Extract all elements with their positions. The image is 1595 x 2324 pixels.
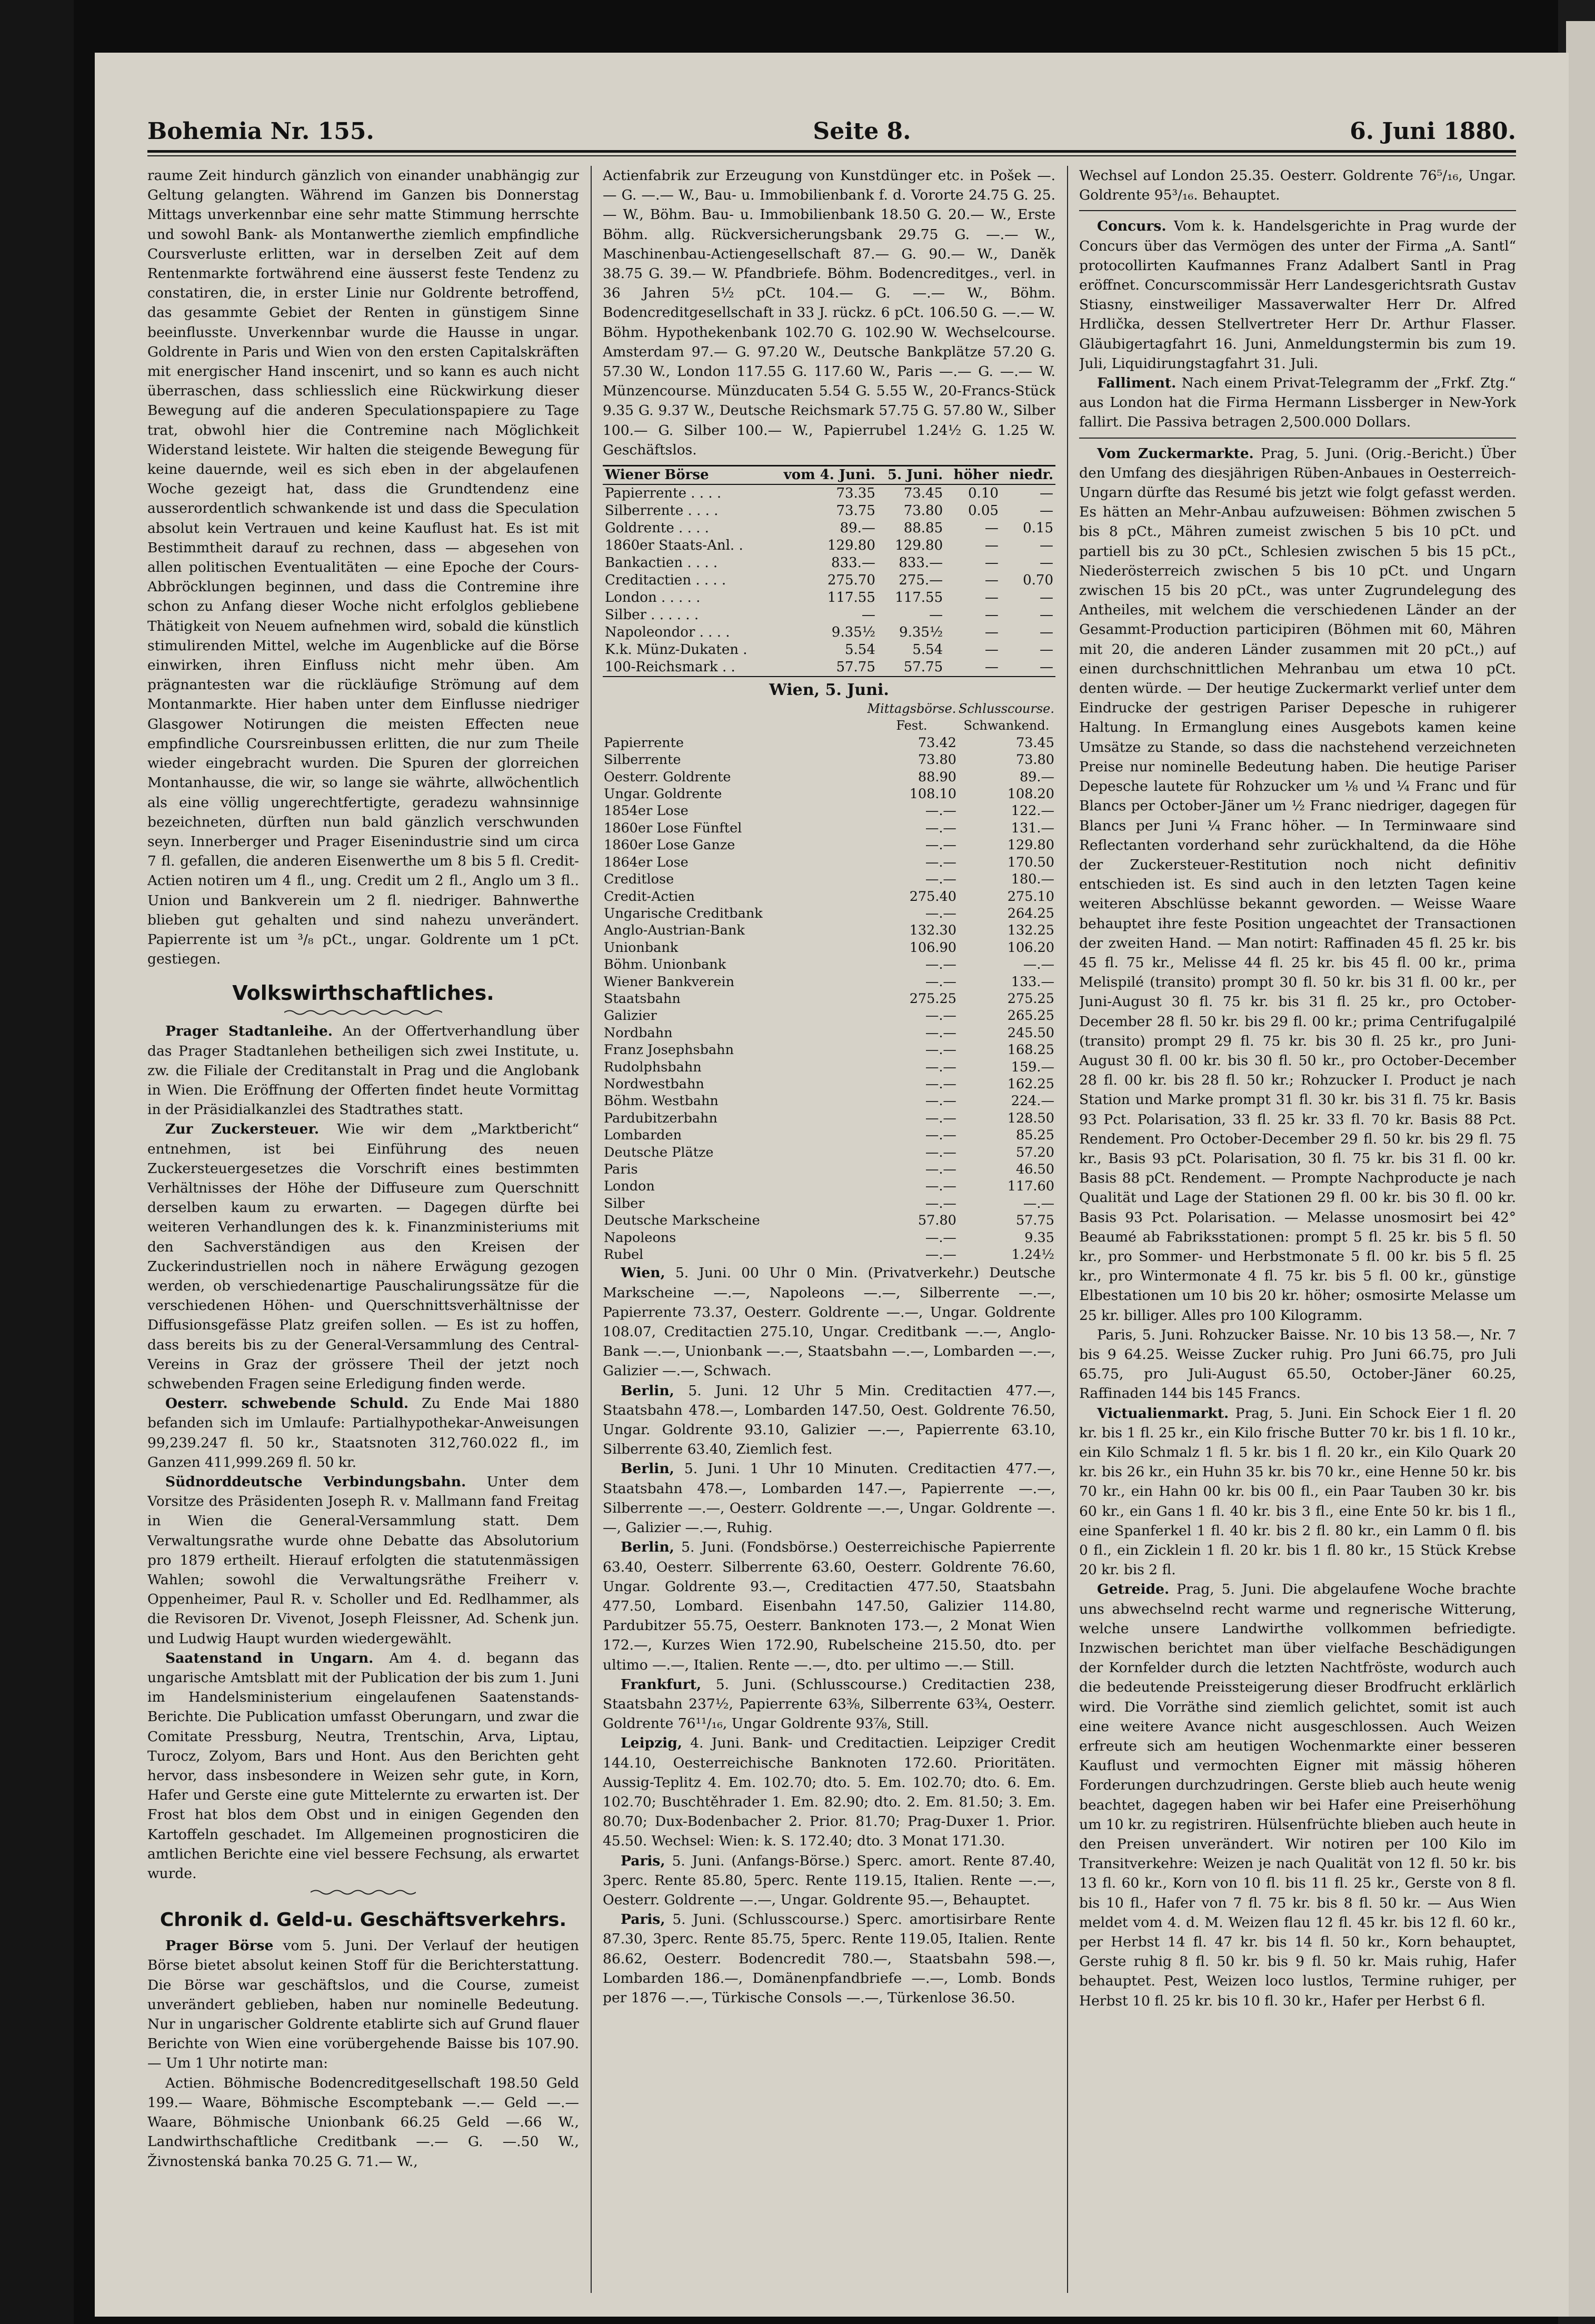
article-paris-zucker: Paris, 5. Juni. Rohzucker Baisse. Nr. 10 bis 13 58.—, Nr. 7 bis 9 64.25. Weisse Zucker ruhig. Pro Juni 66.75, pro Juli 65.75, pro Juli-August 65.50, October-Jäner 60.25, Raffinaden 144 bis 145 Francs.	[1079, 1326, 1516, 1402]
course-value: —.—	[925, 957, 956, 973]
table-row	[603, 854, 1055, 871]
report-body: 5. Juni. (Schlusscourse.) Creditactien 238, Staatsbahn 237½, Papierrente 63⅜, Silberrente 63¾, Oesterr. Goldrente 76¹¹/₁₆, Ungar Goldrente 93⅞, Still.	[603, 1676, 1055, 1732]
table-cell: 73.35	[836, 485, 875, 502]
wechsel-continuation: Wechsel auf London 25.35. Oesterr. Goldrente 76⁵/₁₆, Ungar. Goldrente 95³/₁₆. Behauptet.	[1079, 167, 1516, 204]
report-head: Berlin,	[621, 1461, 674, 1477]
table-row	[603, 1229, 1055, 1246]
course-value: —.—	[925, 1161, 956, 1178]
wiener-boerse-table	[603, 465, 1055, 677]
security-name: 1860er Lose Ganze	[604, 837, 735, 853]
article-zuckermarkt	[1079, 444, 1516, 1325]
article-victualienmarkt	[1079, 1404, 1516, 1580]
course-value: 265.25	[1007, 1008, 1054, 1024]
course-value: —.—	[925, 1008, 956, 1024]
article-verbindungsbahn	[147, 1472, 579, 1648]
masthead-rule-thin	[147, 155, 1516, 156]
divider	[1079, 210, 1516, 211]
table-cell: —	[1040, 624, 1053, 641]
table-cell: 833.—	[899, 555, 943, 571]
newspaper-page	[95, 53, 1569, 2317]
report-head: Paris,	[621, 1911, 665, 1928]
course-value: 275.25	[909, 990, 956, 1007]
table-row	[603, 1195, 1055, 1212]
table-row	[603, 1212, 1055, 1229]
masthead-page-number: Seite 8.	[813, 118, 911, 145]
article-getreide	[1079, 1580, 1516, 2010]
article-head: Getreide.	[1097, 1581, 1170, 1598]
course-value: 46.50	[1015, 1161, 1054, 1178]
table-row	[603, 1093, 1055, 1109]
course-value: 57.80	[918, 1213, 956, 1229]
table-cell: 57.75	[878, 659, 945, 677]
table-cell: —	[1001, 659, 1055, 677]
market-report-continuation: raume Zeit hindurch gänzlich von einander unabhängig zur Geltung gelangten. Während im Ganzen bis Donnerstag Mittags unverkennbar eine sehr matte Stimmung herrschte und sowohl Bank- als Montanwerthe ziemlich empfindliche Coursverluste erlitten, war in derselben Zeit auf dem Rentenmarkte fortwährend eine äusserst feste Tendenz zu constatiren, die, in erster Linie nur Goldrente betroffend, das gesammte Gebiet der Renten in günstigem Sinne beeinflusste. Unverkennbar wurde die Hausse in ungar. Goldrente in Paris und Wien von den ersten Capitalskräften mit energischer Hand inscenirt, und so kann es auch nicht überraschen, dass schliesslich eine Rückwirkung dieser Bewegung auf die anderen Speculationspapiere zu Tage trat, obwohl hier die Contremine nach Möglichkeit Widerstand leistete. Wir halten die steigende Bewegung für keine dauernde, weil es sich eben in der abgelaufenen Woche gezeigt hat, dass die Grundtendenz eine ausserordentlich schwankende ist und dass die Speculation absolut kein Vertrauen und keine Kauflust hat. Es ist mit Bestimmtheit darauf zu rechnen, dass — abgesehen von allen politischen Eventualitäten — eine Epoche der Cours-Abbröcklungen beginnen, und dass die Contremine ihre schon zu Anfang dieser Woche nicht erfolglos gebliebene Thätigkeit von Neuem aufnehmen wird, sobald die künstlich stimulirenden Mittel, welche im Augenblicke auf die Börse einwirken, ihren Einfluss nicht mehr üben. Am prägnantesten war die rückläufige Strömung auf dem Montanmarkte. Hier haben unter dem Einflusse niedriger Glasgower Notirungen die meisten Effecten neue empfindliche Coursreinbussen erlitten, die nur zum Theile wieder eingebracht wurden. Die Spuren der glorreichen Montanhausse, die wir, so lange sie währte, allwöchentlich als eine völlig ungerechtfertigte, geradezu wahnsinnige bezeichneten, dürften nun bald gänzlich verschwunden seyn. Innerberger und Prager Eisenindustrie sind um circa 7 fl. gefallen, die anderen Eisenwerthe um 8 bis 5 fl. Credit-Actien notiren um 4 fl., ung. Credit um 2 fl., Anglo um 3 fl.. Union und Bankverein um 2 fl. niedriger. Bahnwerthe blieben gut gehalten und sind nahezu unverändert. Papierrente ist um ³/₈ pCt., ungar. Goldrente um 1 pCt. gestiegen.	[147, 167, 579, 968]
table-row	[603, 786, 1055, 802]
report-head: Leipzig,	[621, 1735, 682, 1752]
course-value: —.—	[925, 1042, 956, 1058]
table-cell: —	[984, 538, 999, 554]
report-body: 5. Juni. 00 Uhr 0 Min. (Privatverkehr.) Deutsche Markscheine —.—, Napoleons —.—, Silberrente —.—, Papierrente 73.37, Oesterr. Goldrente —.—, Ungar. Goldrente 108.07, Creditactien 275.10, Ungar. Creditbank —.—, Anglo-Bank —.—, Unionbank —.—, Staatsbahn —.—, Lombarden —.—, Galizier —.—, Schwach.	[603, 1265, 1055, 1379]
course-value: 73.42	[918, 734, 956, 751]
course-value: 180.—	[1011, 871, 1054, 888]
table-cell: 5.54	[845, 642, 875, 658]
security-name: Franz Josephsbahn	[604, 1042, 734, 1058]
report-paragraph	[603, 1537, 1055, 1674]
course-value: 168.25	[1007, 1042, 1054, 1058]
table-cell: —	[1040, 555, 1053, 571]
table-cell: 73.45	[903, 485, 943, 502]
table-row	[603, 1007, 1055, 1024]
security-name: Anglo-Austrian-Bank	[604, 922, 745, 939]
course-value: —.—	[925, 1110, 956, 1126]
table-row	[603, 484, 1055, 502]
table-cell: 117.55	[827, 590, 875, 606]
table-subheader-row	[603, 700, 1055, 717]
article-saatenstand	[147, 1648, 579, 1883]
course-value: —.—	[925, 1195, 956, 1211]
masthead	[147, 97, 1516, 145]
table-row	[603, 837, 1055, 853]
security-name: Silberrente	[604, 752, 681, 768]
course-value: —.—	[925, 803, 956, 819]
course-value: 1.24½	[1011, 1247, 1054, 1263]
course-value: 73.80	[1015, 752, 1054, 768]
table-cell: 89.—	[840, 520, 875, 537]
security-name: Böhm. Unionbank	[604, 957, 726, 973]
table-row	[603, 922, 1055, 939]
table-cell: —	[929, 607, 943, 623]
table-subheader-cell: Schwankend.	[963, 718, 1050, 733]
article-head: Prager Stadtanleihe.	[165, 1023, 333, 1040]
table-cell: —	[984, 572, 999, 589]
course-value: 57.20	[1015, 1144, 1054, 1160]
article-body: Zu Ende Mai 1880 befanden sich im Umlaufe: Partialhypothekar-Anweisungen 99,239.247 fl. 50 kr., Staatsnoten 312,760.022 fl., im Ganzen 411,999.269 fl. 50 kr.	[147, 1395, 579, 1471]
report-paragraph	[603, 1851, 1055, 1910]
course-value: —.—	[925, 905, 956, 921]
column-rule-1	[591, 166, 592, 2293]
column-rule-2	[1067, 166, 1068, 2293]
course-value: 128.50	[1007, 1110, 1054, 1126]
table-cell: Napoleondor . . . .	[605, 624, 730, 641]
wavy-rule-icon	[284, 1009, 442, 1016]
course-value: —.—	[1023, 957, 1054, 973]
report-body: 5. Juni. 12 Uhr 5 Min. Creditactien 477.—, Staatsbahn 478.—, Lombarden 147.50, Oest. Goldrente 76.50, Ungar. Goldrente 93.10, Galizier —.—, Papierrente 63.10, Silberrente 63.40, Ziemlich fest.	[603, 1382, 1055, 1458]
course-value: —.—	[925, 837, 956, 853]
table-cell: —	[984, 590, 999, 606]
course-value: —.—	[925, 871, 956, 888]
boerse-notierungen: Actien. Böhmische Bodencreditgesellschaft 198.50 Geld 199.— Waare, Böhmische Escomptebank —.— Geld —.— Waare, Böhmische Unionbank 66.25 Geld —.66 W., Landwirthschaftliche Creditbank —.— G. —.50 W., Živnostenská banka 70.25 G. 71.— W.,	[147, 2074, 579, 2170]
column-2	[603, 166, 1055, 2298]
article-zuckersteuer	[147, 1119, 579, 1394]
course-value: 117.60	[1007, 1178, 1054, 1195]
article-body: Am 4. d. begann das ungarische Amtsblatt mit der Publication der bis zum 1. Juni im Handelsministerium eingelaufenen Saatenstands-Berichte. Die Publication umfasst Oberungarn, und zwar die Comitate Pressburg, Neutra, Trentschin, Arva, Liptau, Turocz, Zolyom, Bars und Hont. Aus den Berichten geht hervor, dass insbesondere in Weizen sehr gute, in Korn, Hafer und Gerste eine gute Mittelernte zu erwarten ist. Der Frost hat blos dem Obst und in einigen Gegenden den Kartoffeln geschadet. Im Allgemeinen prognosticiren die amtlichen Berichte eine viel bessere Fechsung, als erwartet wurde.	[147, 1650, 579, 1882]
table-row	[603, 1246, 1055, 1263]
table-cell: 0.70	[1023, 572, 1053, 589]
security-name: Nordbahn	[604, 1025, 673, 1041]
course-value: 275.10	[1007, 888, 1054, 905]
security-name: Rudolphsbahn	[604, 1059, 702, 1075]
course-value: —.—	[925, 1178, 956, 1195]
report-head: Frankfurt,	[621, 1676, 702, 1693]
course-value: 133.—	[1011, 974, 1054, 990]
article-concurs	[1079, 216, 1516, 373]
report-head: Berlin,	[621, 1539, 674, 1556]
report-paragraph	[603, 1675, 1055, 1734]
table-row	[603, 1178, 1055, 1195]
article-head: Saatenstand in Ungarn.	[165, 1650, 374, 1666]
course-value: 89.—	[1019, 769, 1054, 785]
article-body: Wie wir dem „Marktbericht“ entnehmen, ist bei Einführung des neuen Zuckersteuergesetzes die Vorschrift eines bestimmten Verhältnisses der Höhe der Diffuseure zum Querschnitt derselben kaum zu erwarten. — Dagegen dürfte bei weiteren Verhandlungen des k. k. Finanzministeriums mit den Sachverständigen aus den Kreisen der Zuckerindustriellen noch in nähere Erwägung gezogen werden, ob verschiedenartige Pauschalirungssätze für die verschiedenen Höhen- und Querschnittsverhältnisse der Diffusionsgefässe Platz greifen sollen. — Es ist zu hoffen, dass bereits bis zu der General-Versammlung des Central-Vereins in Graz der grössere Theil der jetzt noch schwebenden Fragen seine Erledigung finden werde.	[147, 1121, 579, 1392]
article-head: Südnorddeutsche Verbindungsbahn.	[165, 1474, 466, 1490]
table-cell: —	[1040, 503, 1053, 519]
article-body: An der Offertverhandlung über das Prager Stadtanlehen betheiligen sich zwei Institute, u. zw. die Filiale der Creditanstalt in Prag und die Anglobank in Wien. Die Eröffnung der Offerten findet heute Vormittag in der Präsidialkanzlei des Stadtrathes statt.	[147, 1023, 579, 1118]
table-row	[603, 572, 1055, 589]
wavy-rule-icon	[311, 1889, 416, 1896]
table-row	[603, 939, 1055, 956]
table-cell: 73.75	[836, 503, 875, 519]
report-paragraph	[603, 1263, 1055, 1381]
course-value: 57.75	[1015, 1213, 1054, 1229]
table-cell: —	[861, 607, 875, 623]
security-name: London	[604, 1178, 655, 1195]
table-row	[603, 751, 1055, 768]
course-value: —.—	[925, 820, 956, 836]
security-name: Rubel	[604, 1247, 644, 1263]
course-value: 159.—	[1011, 1059, 1054, 1075]
report-paragraph	[603, 1910, 1055, 2008]
security-name: 1854er Lose	[604, 803, 689, 819]
section-title-chronik: Chronik d. Geld-u. Geschäftsverkehrs.	[160, 1909, 567, 1931]
table-cell: 129.80	[827, 538, 875, 554]
report-body: 4. Juni. Bank- und Creditactien. Leipziger Credit 144.10, Oesterreichische Banknoten 172.60. Prioritäten. Aussig-Teplitz 4. Em. 102.70; dto. 5. Em. 102.70; dto. 6. Em. 102.70; Buschtěhrader 1. Em. 82.90; dto. 2. Em. 81.50; 3. Em. 80.70; Dux-Bodenbacher 2. Prior. 81.70; Prag-Duxer 1. Prior. 45.50. Wechsel: Wien: k. S. 172.40; dto. 3 Monat 171.30.	[603, 1735, 1055, 1850]
table-cell: 100-Reichsmark . .	[603, 659, 769, 677]
table-row	[603, 769, 1055, 786]
report-body: 5. Juni. (Fondsbörse.) Oesterreichische Papierrente 63.40, Oesterr. Silberrente 63.60, Oesterr. Goldrente 76.60, Ungar. Goldrente 93.—, Creditactien 477.50, Staatsbahn 477.50, Lombard. Eisenbahn 147.50, Galizier 114.80, Pardubitzer 55.75, Oesterr. Banknoten 173.—, 2 Monat Wien 172.—, Kurzes Wien 172.90, Rubelscheine 215.50, dto. per ultimo —.—, Italien. Rente —.—, dto. per ultimo —.— Still.	[603, 1539, 1055, 1673]
table-header-cell: höher	[945, 466, 1001, 485]
table-row	[603, 537, 1055, 554]
course-value: 264.25	[1007, 905, 1054, 921]
table-cell: 57.75	[769, 659, 877, 677]
table-subheader-cell	[603, 717, 866, 734]
table-row	[603, 956, 1055, 973]
security-name: Ungar. Goldrente	[604, 786, 722, 802]
table-subheader-cell: Mittagsbörse.	[867, 701, 956, 717]
security-name: Deutsche Plätze	[604, 1144, 714, 1160]
table-cell: —	[1040, 642, 1053, 658]
security-name: Oesterr. Goldrente	[604, 769, 731, 785]
table-row	[603, 974, 1055, 990]
table-row	[603, 990, 1055, 1007]
article-body: vom 5. Juni. Der Verlauf der heutigen Börse bietet absolut keinen Stoff für die Berichterstattung. Die Börse war geschäftslos, und die Course, zumeist unverändert geblieben, haben nur nominelle Bedeutung. Nur in ungarischer Goldrente etablirte sich auf Grund flauer Berichte von Wien eine vorübergehende Baisse bis 107.90. — Um 1 Uhr notirte man:	[147, 1938, 579, 2072]
table-cell: —	[1040, 538, 1053, 554]
report-body: 5. Juni. (Schlusscourse.) Sperc. amortisirbare Rente 87.30, 3perc. Rente 85.75, 5perc. Rente 119.05, Italien. Rente 86.62, Oesterr. Bodencredit 780.—, Staatsbahn 598.—, Lombarden 186.—, Domänenpfandbriefe —.—, Lomb. Bonds per 1876 —.—, Türkische Consols —.—, Türkenlose 36.50.	[603, 1911, 1055, 2006]
table-cell: —	[1040, 607, 1053, 623]
article-body: Nach einem Privat-Telegramm der „Frkf. Ztg.“ aus London hat die Firma Hermann Lissberger in New-York fallirt. Die Passiva betragen 2,500.000 Dollars.	[1079, 375, 1516, 431]
security-name: Paris	[604, 1161, 638, 1178]
course-value: 132.25	[1007, 922, 1054, 939]
course-value: —.—	[1023, 1195, 1054, 1211]
report-head: Berlin,	[621, 1382, 674, 1399]
masthead-rule	[147, 150, 1516, 153]
article-head: Oesterr. schwebende Schuld.	[165, 1395, 409, 1412]
table-cell: Bankactien . . . .	[605, 555, 718, 571]
table-row	[603, 905, 1055, 922]
security-name: Pardubitzerbahn	[604, 1110, 717, 1126]
table-cell: —	[984, 607, 999, 623]
course-value: 85.25	[1015, 1127, 1054, 1144]
course-value: —.—	[925, 1247, 956, 1263]
section-title-volkswirthschaft: Volkswirthschaftliches.	[232, 981, 494, 1005]
table-row	[603, 607, 1055, 624]
telegraphic-reports	[603, 1263, 1055, 2008]
table-row	[603, 1127, 1055, 1144]
table-cell: 73.80	[903, 503, 943, 519]
table-row	[603, 589, 1055, 607]
table-cell: —	[945, 659, 1001, 677]
table-row	[603, 520, 1055, 537]
security-name: Lombarden	[604, 1127, 682, 1144]
table-row	[603, 734, 1055, 751]
table-cell: 833.—	[831, 555, 875, 571]
security-name: Silber	[604, 1195, 645, 1211]
course-value: 106.20	[1007, 939, 1054, 956]
table-cell: 88.85	[903, 520, 943, 537]
table-cell: Silberrente . . . .	[605, 503, 719, 519]
course-value: —.—	[925, 1229, 956, 1246]
security-name: Deutsche Markscheine	[604, 1213, 760, 1229]
course-value: 245.50	[1007, 1025, 1054, 1041]
security-name: Wiener Bankverein	[604, 974, 734, 990]
security-name: Napoleons	[604, 1229, 676, 1246]
security-name: Galizier	[604, 1008, 657, 1024]
course-value: —.—	[925, 1127, 956, 1144]
table-cell: K.k. Münz-Dukaten .	[605, 642, 747, 658]
security-name: Nordwestbahn	[604, 1076, 704, 1092]
article-head: Concurs.	[1097, 218, 1167, 235]
article-head: Prager Börse	[165, 1938, 274, 1954]
course-value: 122.—	[1011, 803, 1054, 819]
table-subheader-cell: Fest.	[896, 718, 928, 733]
course-value: 170.50	[1007, 854, 1054, 870]
table-cell: 9.35½	[831, 624, 875, 641]
table-header-cell: 5. Juni.	[878, 466, 945, 485]
course-value: 108.20	[1007, 786, 1054, 802]
security-name: Unionbank	[604, 939, 679, 956]
divider	[1079, 438, 1516, 439]
article-body: Vom k. k. Handelsgerichte in Prag wurde der Concurs über das Vermögen des unter der Firma „A. Santl“ protocollirten Kaufmannes Franz Adalbert Santl in Prag eröffnet. Concurscommissär Herr Landesgerichtsrath Gustav Stiasny, einstweiliger Massaverwalter Herr Dr. Alfred Hrdlička, dessen Stellvertreter Herr Dr. Arthur Flasser. Gläubigertagfahrt 16. Juni, Anmeldungstermin bis zum 19. Juli, Liquidirungstagfahrt 31. Juli.	[1079, 218, 1516, 372]
article-body: Prag, 5. Juni. Ein Schock Eier 1 fl. 20 kr. bis 1 fl. 25 kr., ein Kilo frische Butter 70 kr. bis 1 fl. 10 kr., ein Kilo Schmalz 1 fl. 5 kr. bis 1 fl. 20 kr., ein Kilo Quark 20 kr. bis 26 kr., ein Huhn 35 kr. bis 70 kr., eine Henne 50 kr. bis 70 kr., ein Hahn 00 kr. bis 00 fl., ein Paar Tauben 30 kr. bis 60 kr., ein Gans 1 fl. 40 kr. bis 3 fl., eine Ente 50 kr. bis 1 fl., eine Spanferkel 1 fl. 40 kr. bis 2 fl. 80 kr., ein Lamm 0 fl. bis 0 fl., ein Zicklein 1 fl. 20 kr. bis 1 fl. 80 kr., 15 Stück Krebse 20 kr. bis 2 fl.	[1079, 1405, 1516, 1578]
table-row	[603, 1110, 1055, 1127]
course-value: —.—	[925, 974, 956, 990]
table-cell: 275.70	[827, 572, 875, 589]
table-cell: 0.15	[1023, 520, 1053, 537]
course-value: —.—	[925, 1093, 956, 1109]
course-value: 9.35	[1024, 1229, 1054, 1246]
table-cell: London . . . . .	[605, 590, 701, 606]
table-row	[603, 659, 1055, 677]
course-value: —.—	[925, 1144, 956, 1160]
article-head: Vom Zuckermarkte.	[1097, 445, 1254, 462]
report-paragraph	[603, 1733, 1055, 1851]
column-1	[147, 166, 579, 2298]
table-cell: 0.10	[968, 485, 999, 502]
report-body: 5. Juni. 1 Uhr 10 Minuten. Creditactien 477.—, Staatsbahn 478.—, Lombarden 147.—, Papierrente —.—, Silberrente —.—, Oesterr. Goldrente —.—, Ungar. Goldrente —.—, Galizier —.—, Ruhig.	[603, 1461, 1055, 1536]
security-name: Ungarische Creditbank	[604, 905, 763, 921]
article-head: Zur Zuckersteuer.	[165, 1121, 320, 1138]
course-value: 106.90	[909, 939, 956, 956]
course-value: 73.45	[1015, 734, 1054, 751]
table-cell: 275.—	[899, 572, 943, 589]
table-header-cell: vom 4. Juni.	[769, 466, 877, 485]
course-value: 275.40	[909, 888, 956, 905]
article-stadtanleihe	[147, 1021, 579, 1119]
article-falliment	[1079, 373, 1516, 432]
table-cell: Goldrente . . . .	[605, 520, 709, 537]
security-name: Credit-Actien	[604, 888, 695, 905]
security-name: Papierrente	[604, 734, 684, 751]
course-value: 131.—	[1011, 820, 1054, 836]
table-subheader-cell: Schlusscourse.	[958, 701, 1054, 717]
table-cell: —	[1040, 590, 1053, 606]
table-cell: —	[984, 624, 999, 641]
course-value: 129.80	[1007, 837, 1054, 853]
table-cell: Papierrente . . . .	[605, 485, 722, 502]
course-value: 162.25	[1007, 1076, 1054, 1092]
table-row	[603, 1161, 1055, 1178]
table-row	[603, 624, 1055, 641]
security-name: 1864er Lose	[604, 854, 689, 870]
security-name: Böhm. Westbahn	[604, 1093, 719, 1109]
table-row	[603, 888, 1055, 905]
course-value: 224.—	[1011, 1093, 1054, 1109]
table-cell: 9.35½	[899, 624, 943, 641]
table-cell: 5.54	[912, 642, 943, 658]
table-row	[603, 641, 1055, 659]
table-cell: Silber . . . . . .	[605, 607, 699, 623]
boerse-notierungen-continuation: Actienfabrik zur Erzeugung von Kunstdünger etc. in Pošek —.— G. —.— W., Bau- u. Immobilienbank f. d. Vororte 24.75 G. 25.— W., Böhm. Bau- u. Immobilienbank 18.50 G. 20.— W., Erste Böhm. allg. Rückversicherungsbank 29.75 G. —.— W., Maschinenbau-Actiengesellschaft 87.— G. 90.— W., Daněk 38.75 G. 39.— W. Pfandbriefe. Böhm. Bodencreditges., verl. in 36 Jahren 5½ pCt. 104.— G. —.— W., Böhm. Bodencreditgesellschaft in 33 J. rückz. 6 pCt. 106.50 G. —.— W. Böhm. Hypothekenbank 102.70 G. 102.90 W. Wechselcourse. Amsterdam 97.— G. 97.20 W., Deutsche Bankplätze 57.20 G. 57.30 W., London 117.55 G. 117.60 W., Paris —.— G. —.— W. Münzencourse. Münzducaten 5.54 G. 5.55 W., 20-Francs-Stück 9.35 G. 9.37 W., Deutsche Reichsmark 57.75 G. 57.80 W., Silber 100.— G. Silber 100.— W., Papierrubel 1.24½ G. 1.25 W. Geschäftslos.	[603, 167, 1055, 458]
masthead-date: 6. Juni 1880.	[1350, 118, 1516, 145]
table-row	[603, 502, 1055, 520]
report-head: Wien,	[621, 1265, 665, 1282]
table-row	[603, 1059, 1055, 1076]
security-name: Staatsbahn	[604, 990, 681, 1007]
article-schwebende-schuld	[147, 1394, 579, 1472]
report-body: 5. Juni. (Anfangs-Börse.) Sperc. amort. Rente 87.40, 3perc. Rente 85.80, 5perc. Rente 119.15, Italien. Rente —.—, Oesterr. Goldrente —.—, Ungar. Goldrente 95.—, Behauptet.	[603, 1852, 1055, 1908]
report-head: Paris,	[621, 1852, 665, 1869]
course-value: 275.25	[1007, 990, 1054, 1007]
table-subheader-cell	[603, 700, 866, 717]
article-head: Victualienmarkt.	[1097, 1405, 1229, 1422]
table-cell: —	[1040, 485, 1053, 502]
report-paragraph	[603, 1459, 1055, 1537]
table-row	[603, 820, 1055, 837]
article-prager-boerse	[147, 1936, 579, 2073]
table-row	[603, 1144, 1055, 1161]
table-cell: Creditactien . . . .	[605, 572, 726, 589]
security-name: 1860er Lose Fünftel	[604, 820, 742, 836]
article-body: Prag, 5. Juni. Die abgelaufene Woche brachte uns abwechselnd recht warme und regnerische Witterung, welche unsere Landwirthe vollkommen befriedigte. Inzwischen berichtet man über vielfache Beschädigungen der Kornfelder durch die letzten Nachtfröste, wodurch auch die bedeutende Preissteigerung dieser Brodfrucht erklärlich wird. Die Vorräthe sind ziemlich gelichtet, somit ist auch eine weitere Avance nicht ausgeschlossen. Auch Weizen erfreute sich am heutigen Wochenmarkte einer besseren Kauflust und vermochten Eigner mit mässig höheren Forderungen durchzudringen. Gerste blieb auch heute wenig beachtet, dagegen haben wir bei Hafer eine Preiserhöhung um 10 kr. zu registriren. Hülsenfrüchte blieben auch heute in den Preisen unverändert. Wir notiren per 100 Kilo im Transitverkehre: Weizen je nach Qualität von 12 fl. 50 kr. bis 13 fl. 60 kr., Korn von 10 fl. bis 11 fl. 25 kr., Gerste von 8 fl. bis 10 fl., Hafer von 7 fl. 75 kr. bis 8 fl. 50 kr. — Aus Wien meldet vom 4. d. M. Weizen flau 12 fl. 45 kr. bis 12 fl. 60 kr., per Herbst 14 fl. 47 kr. bis 14 fl. 50 kr., Korn behauptet, Gerste ruhig 8 fl. 50 kr. bis 9 fl. 50 kr. Mais ruhig, Hafer behauptet. Pest, Weizen loco lustlos, Termine ruhiger, per Herbst 10 fl. 25 kr. bis 10 fl. 30 kr., Hafer per Herbst 6 fl.	[1079, 1581, 1516, 2009]
table-row	[603, 1076, 1055, 1093]
table-cell: —	[984, 555, 999, 571]
article-body: Unter dem Vorsitze des Präsidenten Joseph R. v. Mallmann fand Freitag in Wien die General-Versammlung statt. Dem Verwaltungsrathe wurde ohne Debatte das Absolutorium pro 1879 ertheilt. Hierauf erfolgten die statutenmässigen Wahlen; sowohl die Verwaltungsräthe Freiherr v. Oppenheimer, Paul R. v. Scholler und Ed. Redlhammer, als die Revisoren Dr. Vivenot, Joseph Fleissner, Ad. Schenk jun. und Ludwig Haupt wurden wiedergewählt.	[147, 1474, 579, 1647]
table-cell: 0.05	[968, 503, 999, 519]
column-3	[1079, 166, 1516, 2298]
table-cell: —	[984, 520, 999, 537]
scan-left-margin	[0, 0, 74, 2324]
course-value: —.—	[925, 1059, 956, 1075]
table-row	[603, 802, 1055, 819]
table-cell: —	[984, 642, 999, 658]
course-value: 73.80	[918, 752, 956, 768]
table-cell: 129.80	[895, 538, 943, 554]
report-paragraph	[603, 1381, 1055, 1459]
table-row	[603, 871, 1055, 888]
article-body: Prag, 5. Juni. (Orig.-Bericht.) Über den Umfang des diesjährigen Rüben-Anbaues in Oesterreich-Ungarn dürfte das Resumé bis jetzt wie folgt gefasst werden. Es hätten an Mehr-Anbau aufzuweisen: Böhmen zwischen 5 bis 8 pCt., Mähren zumeist zwischen 5 bis 10 pCt. und partiell bis zu 30 pCt., Schlesien zwischen 5 bis 15 pCt., Niederösterreich zwischen 5 bis 10 pCt. und Ungarn zwischen 15 bis 20 pCt., was unter Zugrundelegung des Antheiles, mit welchem die verschiedenen Länder an der Gesammt-Production participiren (Böhmen mit 60, Mähren mit 20, die anderen Länder zusammen mit 20 pCt.,) auf einen durchschnittlichen Mehranbau um etwa 10 pCt. denten würde. — Der heutige Zuckermarkt verlief unter dem Eindrucke der gestrigen Pariser Depesche in ruhigerer Haltung. In Ermanglung eines Ausgebots kamen keine Umsätze zu Stande, so dass die nachstehend verzeichneten Preise nur nominelle Bedeutung haben. Die heutige Pariser Depesche lautete für Rohzucker um ⅛ und ¼ Franc und für Blancs per October-Jäner um ½ Franc niedriger, dagegen für Blancs per Juni ¼ Franc höher. — In Terminwaare sind Reflectanten vorderhand sehr zurückhaltend, da die Höhe der Zuckersteuer-Restitution noch nicht definitiv entschieden ist. Es sind auch in den letzten Tagen keine weiteren Abschlüsse bekannt geworden. — Weisse Waare behauptet ihre feste Position ungeachtet der Transactionen der zweiten Hand. — Man notirt: Raffinaden 45 fl. 25 kr. bis 45 fl. 75 kr., Melisse 44 fl. 25 kr. bis 45 fl. 00 kr., prima Melispilé (transito) prompt 30 fl. 50 kr. bis 31 fl. 00 kr., per Juni-August 30 fl. 75 kr. bis 31 fl. 25 kr., pro October-December 28 fl. 50 kr. bis 29 fl. 00 kr.; prima Centrifugalpilé (transito) prompt 29 fl. 75 kr. bis 30 fl. 25 kr., pro Juni-August 30 fl. 00 kr. bis 30 fl. 50 kr., pro October-December 28 fl. 00 kr. bis 28 fl. 50 kr.; Rohzucker I. Product je nach Station und Marke prompt 31 fl. 30 kr. bis 31 fl. 75 kr. Basis 93 Pct. Polarisation, 33 fl. 25 kr. 33 fl. 70 kr. Basis 88 Pct. Rendement. Pro October-December 29 fl. 50 kr. bis 29 fl. 75 kr., Basis 93 pCt. Polarisation, 30 fl. 75 kr. bis 31 fl. 00 kr. Basis 88 pCt. Rendement. — Prompte Nachproducte je nach Qualität und Lage der Stationen 29 fl. 00 kr. bis 30 fl. 00 kr. Basis 93 Pct. Polarisation. — Melasse unosmosirt bei 42° Beaumé ab Fabriksstationen: prompt 5 fl. 25 kr. bis 5 fl. 50 kr., pro Sommer- und Herbstmonate 5 fl. 00 kr. bis 5 fl. 25 kr., pro Wintermonate 4 fl. 75 kr. bis 5 fl. 00 kr., günstige Elbestationen um 10 bis 20 kr. höher; osmosirte Melasse um 25 kr. billiger. Alles pro 100 Kilogramm.	[1079, 445, 1516, 1324]
wien-course-table	[603, 700, 1055, 1263]
table-cell: 117.55	[895, 590, 943, 606]
table-header-row	[603, 466, 1055, 485]
course-value: —.—	[925, 854, 956, 870]
wien-table-title: Wien, 5. Juni.	[769, 681, 889, 700]
table-header-cell: niedr.	[1001, 466, 1055, 485]
course-value: 108.10	[909, 786, 956, 802]
course-value: 132.30	[909, 922, 956, 939]
table-row	[603, 1041, 1055, 1058]
masthead-paper-number: Bohemia Nr. 155.	[147, 118, 374, 145]
table-row	[603, 1025, 1055, 1041]
table-header-cell: Wiener Börse	[603, 466, 769, 485]
article-head: Falliment.	[1097, 375, 1177, 392]
security-name: Creditlose	[604, 871, 674, 888]
course-value: 88.90	[918, 769, 956, 785]
course-value: —.—	[925, 1076, 956, 1092]
next-page-edge	[1566, 21, 1595, 2317]
table-subheader-row	[603, 717, 1055, 734]
table-row	[603, 554, 1055, 572]
table-cell: 1860er Staats-Anl. .	[605, 538, 743, 554]
course-value: —.—	[925, 1025, 956, 1041]
